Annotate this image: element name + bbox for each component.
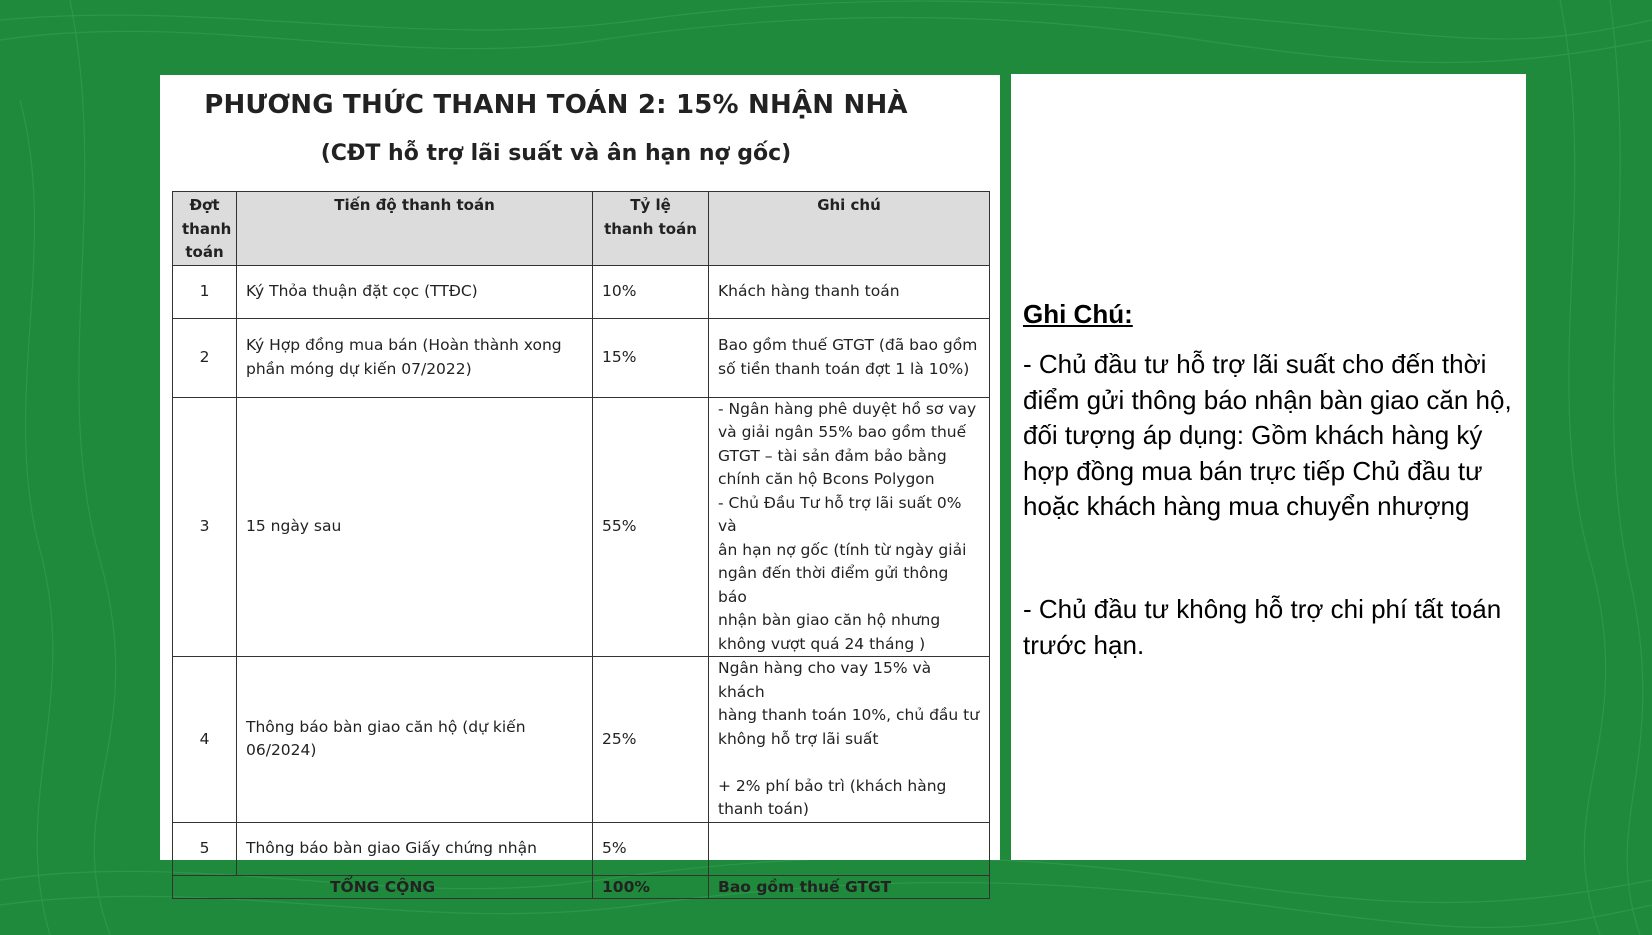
cell-note: Bao gồm thuế GTGT (đã bao gồm số tiền thanh toán đợt 1 là 10%): [709, 318, 990, 397]
page-title: PHƯƠNG THỨC THANH TOÁN 2: 15% NHẬN NHÀ: [204, 90, 908, 120]
cell-note: [709, 822, 990, 875]
cell-progress: Thông báo bàn giao căn hộ (dự kiến 06/2024): [237, 657, 593, 823]
cell-progress: Thông báo bàn giao Giấy chứng nhận: [237, 822, 593, 875]
table-row: [173, 265, 990, 318]
note-paragraph: - Chủ đầu tư hỗ trợ lãi suất cho đến thời điểm gửi thông báo nhận bàn giao căn hộ, đối tượng áp dụng: Gồm khách hàng ký hợp đồng mua bán trực tiếp Chủ đầu tư hoặc khách hàng mua chuyển nhượng: [1023, 349, 1512, 521]
total-rate: 100%: [593, 875, 709, 898]
header-progress: Tiến độ thanh toán: [237, 192, 593, 266]
notes-title: Ghi Chú:: [1023, 299, 1133, 329]
table-header-row: [173, 192, 990, 266]
cell-note: Khách hàng thanh toán: [709, 265, 990, 318]
payment-table-panel: [160, 75, 1000, 896]
cell-rate: 10%: [593, 265, 709, 318]
table-total-row: [173, 875, 990, 898]
cell-progress: 15 ngày sau: [237, 397, 593, 657]
note-paragraph: - Chủ đầu tư không hỗ trợ chi phí tất toán trước hạn.: [1023, 594, 1502, 660]
cell-rate: 25%: [593, 657, 709, 823]
header-rate: Tỷ lệ thanh toán: [593, 192, 709, 266]
table-row: [173, 397, 990, 657]
total-label: TỔNG CỘNG: [173, 875, 593, 898]
cell-progress: Ký Hợp đồng mua bán (Hoàn thành xong phần móng dự kiến 07/2022): [237, 318, 593, 397]
cell-dot: 2: [173, 318, 237, 397]
cell-dot: 4: [173, 657, 237, 823]
total-note: Bao gồm thuế GTGT: [709, 875, 990, 898]
page-subtitle: (CĐT hỗ trợ lãi suất và ân hạn nợ gốc): [320, 141, 792, 166]
table-row: [173, 657, 990, 823]
cell-progress: Ký Thỏa thuận đặt cọc (TTĐC): [237, 265, 593, 318]
notes-panel: [1011, 74, 1526, 860]
header-dot: Đợt thanh toán: [173, 192, 237, 266]
cell-rate: 5%: [593, 822, 709, 875]
cell-dot: 5: [173, 822, 237, 875]
cell-rate: 15%: [593, 318, 709, 397]
cell-dot: 3: [173, 397, 237, 657]
header-note: Ghi chú: [709, 192, 990, 266]
table-row: [173, 822, 990, 875]
cell-note: - Ngân hàng phê duyệt hồ sơ vay và giải ngân 55% bao gồm thuế GTGT – tài sản đảm bảo bằng chính căn hộ Bcons Polygon - Chủ Đầu Tư hỗ trợ lãi suất 0% và ân hạn nợ gốc (tính từ ngày giải ngân đến thời điểm gửi thông báo nhận bàn giao căn hộ nhưng không vượt quá 24 tháng ): [709, 397, 990, 657]
cell-note: Ngân hàng cho vay 15% và khách hàng thanh toán 10%, chủ đầu tư không hỗ trợ lãi suất + 2% phí bảo trì (khách hàng thanh toán): [709, 657, 990, 823]
payment-schedule-table: [172, 191, 990, 899]
table-row: [173, 318, 990, 397]
cell-dot: 1: [173, 265, 237, 318]
cell-rate: 55%: [593, 397, 709, 657]
